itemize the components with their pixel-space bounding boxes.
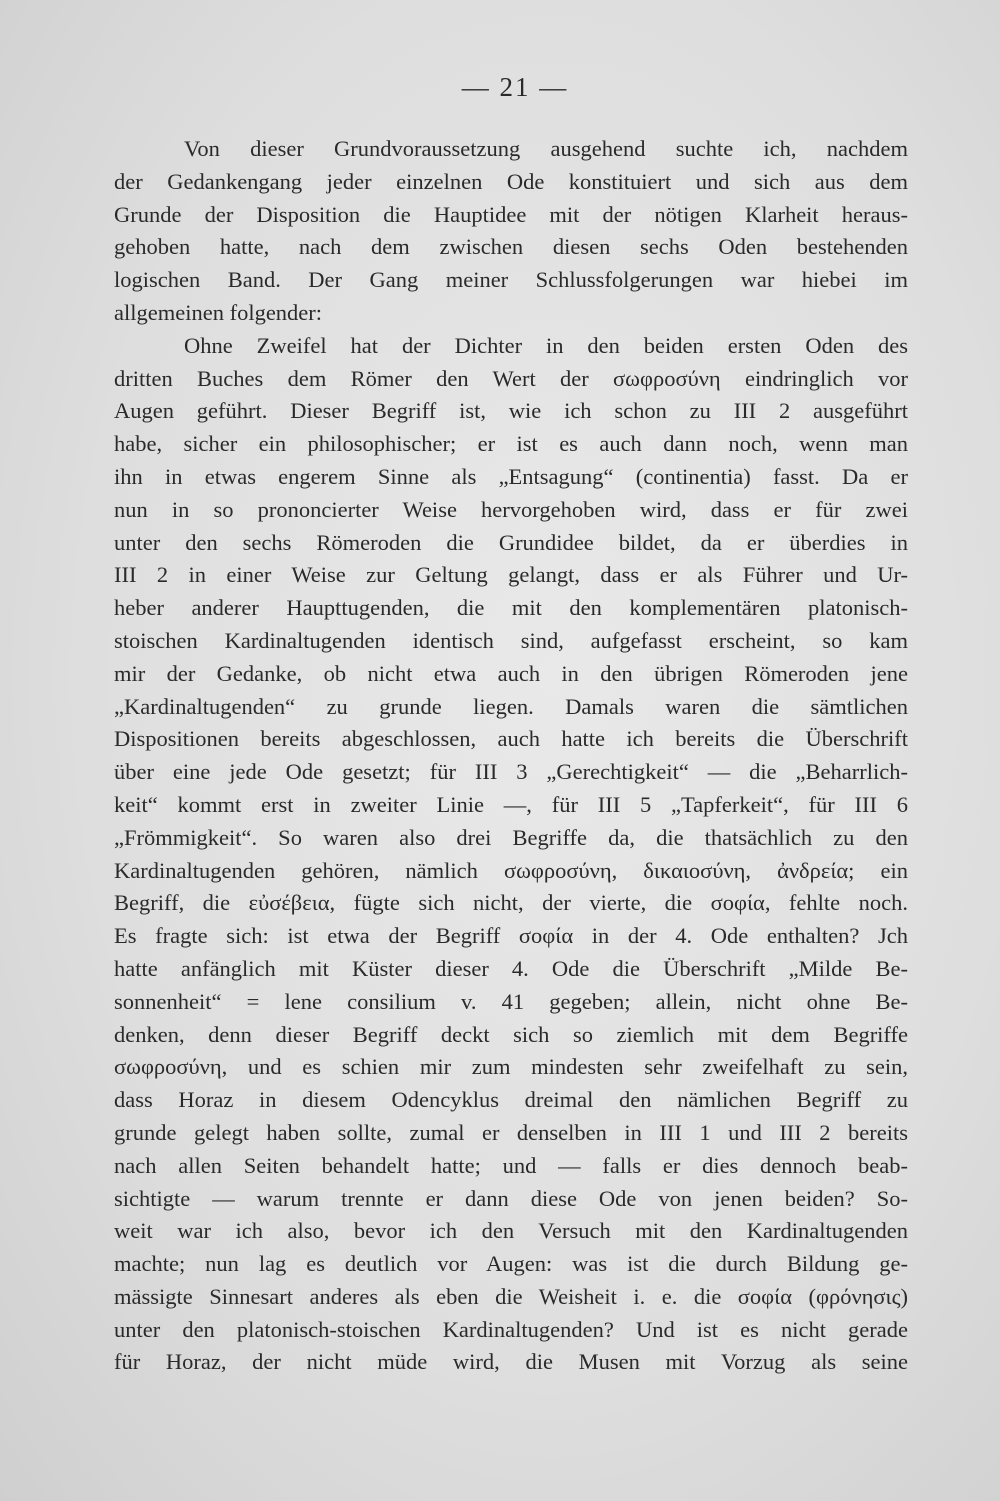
text-line: Von dieser Grundvoraussetzung ausgehend suchte ich, nachdem (184, 136, 908, 161)
text-line: logischen Band. Der Gang meiner Schlussfolgerungen war hiebei im (114, 267, 908, 293)
text-line: keit“ kommt erst in zweiter Linie —, für III 5 „Tapferkeit“, für III 6 (114, 791, 908, 817)
text-line: sichtigte — warum trennte er dann diese Ode von jenen beiden? So- (114, 1185, 908, 1211)
text-line: σωφροσύνη, und es schien mir zum mindesten sehr zweifelhaft zu sein, (114, 1054, 908, 1080)
text-line: sonnenheit“ = lene consilium v. 41 gegeben; allein, nicht ohne Be- (114, 988, 908, 1014)
text-line: ihn in etwas engerem Sinne als „Entsagung“ (continentia) fasst. Da er (114, 463, 908, 489)
text-line: mir der Gedanke, ob nicht etwa auch in den übrigen Römeroden jene (114, 660, 908, 686)
text-line: unter den sechs Römeroden die Grundidee bildet, da er überdies in (114, 529, 908, 555)
paragraph (114, 133, 908, 330)
body-text (114, 133, 908, 1379)
text-line: weit war ich also, bevor ich den Versuch mit den Kardinaltugenden (114, 1218, 908, 1244)
text-line: allgemeinen folgender: (114, 299, 323, 325)
page-number: — 21 — (461, 72, 569, 102)
text-line: stoischen Kardinaltugenden identisch sind, aufgefasst erscheint, so kam (114, 627, 908, 653)
text-line: Grunde der Disposition die Hauptidee mit der nötigen Klarheit heraus- (114, 201, 908, 227)
text-line: Begriff, die εὐσέβεια, fügte sich nicht, der vierte, die σοφία, fehlte noch. (114, 890, 908, 916)
text-line: über eine jede Ode gesetzt; für III 3 „Gerechtigkeit“ — die „Beharrlich- (114, 759, 908, 785)
text-line: Es fragte sich: ist etwa der Begriff σοφία in der 4. Ode enthalten? Jch (114, 923, 908, 949)
text-line: nun in so prononcierter Weise hervorgehoben wird, dass er für zwei (114, 496, 908, 522)
text-line: gehoben hatte, nach dem zwischen diesen sechs Oden bestehenden (114, 234, 908, 260)
text-line: nach allen Seiten behandelt hatte; und — falls er dies dennoch beab- (114, 1152, 908, 1178)
text-line: Kardinaltugenden gehören, nämlich σωφροσύνη, δικαιοσύνη, ἀνδρεία; ein (114, 857, 908, 883)
text-line: Augen geführt. Dieser Begriff ist, wie ich schon zu III 2 ausgeführt (114, 398, 908, 424)
text-line: unter den platonisch-stoischen Kardinaltugenden? Und ist es nicht gerade (114, 1316, 908, 1342)
text-line: III 2 in einer Weise zur Geltung gelangt, dass er als Führer und Ur- (114, 562, 908, 588)
text-line: für Horaz, der nicht müde wird, die Musen mit Vorzug als seine (114, 1349, 908, 1375)
text-line: dritten Buches dem Römer den Wert der σωφροσύνη eindringlich vor (114, 365, 908, 391)
text-line: Dispositionen bereits abgeschlossen, auch hatte ich bereits die Überschrift (114, 726, 908, 752)
text-line: hatte anfänglich mit Küster dieser 4. Ode die Überschrift „Milde Be- (114, 955, 908, 981)
text-line: dass Horaz in diesem Odencyklus dreimal den nämlichen Begriff zu (114, 1087, 908, 1113)
text-line: mässigte Sinnesart anderes als eben die Weisheit i. e. die σοφία (φρόνησις) (114, 1283, 908, 1309)
text-line: denken, denn dieser Begriff deckt sich so ziemlich mit dem Begriffe (114, 1021, 908, 1047)
text-line: habe, sicher ein philosophischer; er ist es auch dann noch, wenn man (114, 431, 908, 457)
text-line: heber anderer Haupttugenden, die mit den komplementären platonisch- (114, 595, 908, 621)
text-line: Ohne Zweifel hat der Dichter in den beiden ersten Oden des (184, 332, 908, 358)
text-line: grunde gelegt haben sollte, zumal er denselben in III 1 und III 2 bereits (114, 1119, 908, 1145)
text-line: „Kardinaltugenden“ zu grunde liegen. Damals waren die sämtlichen (114, 693, 908, 719)
paragraph (114, 330, 908, 1380)
text-line: machte; nun lag es deutlich vor Augen: was ist die durch Bildung ge- (114, 1251, 908, 1277)
text-line: der Gedankengang jeder einzelnen Ode konstituiert und sich aus dem (114, 168, 908, 194)
text-line: „Frömmigkeit“. So waren also drei Begriffe da, die thatsächlich zu den (114, 824, 908, 850)
